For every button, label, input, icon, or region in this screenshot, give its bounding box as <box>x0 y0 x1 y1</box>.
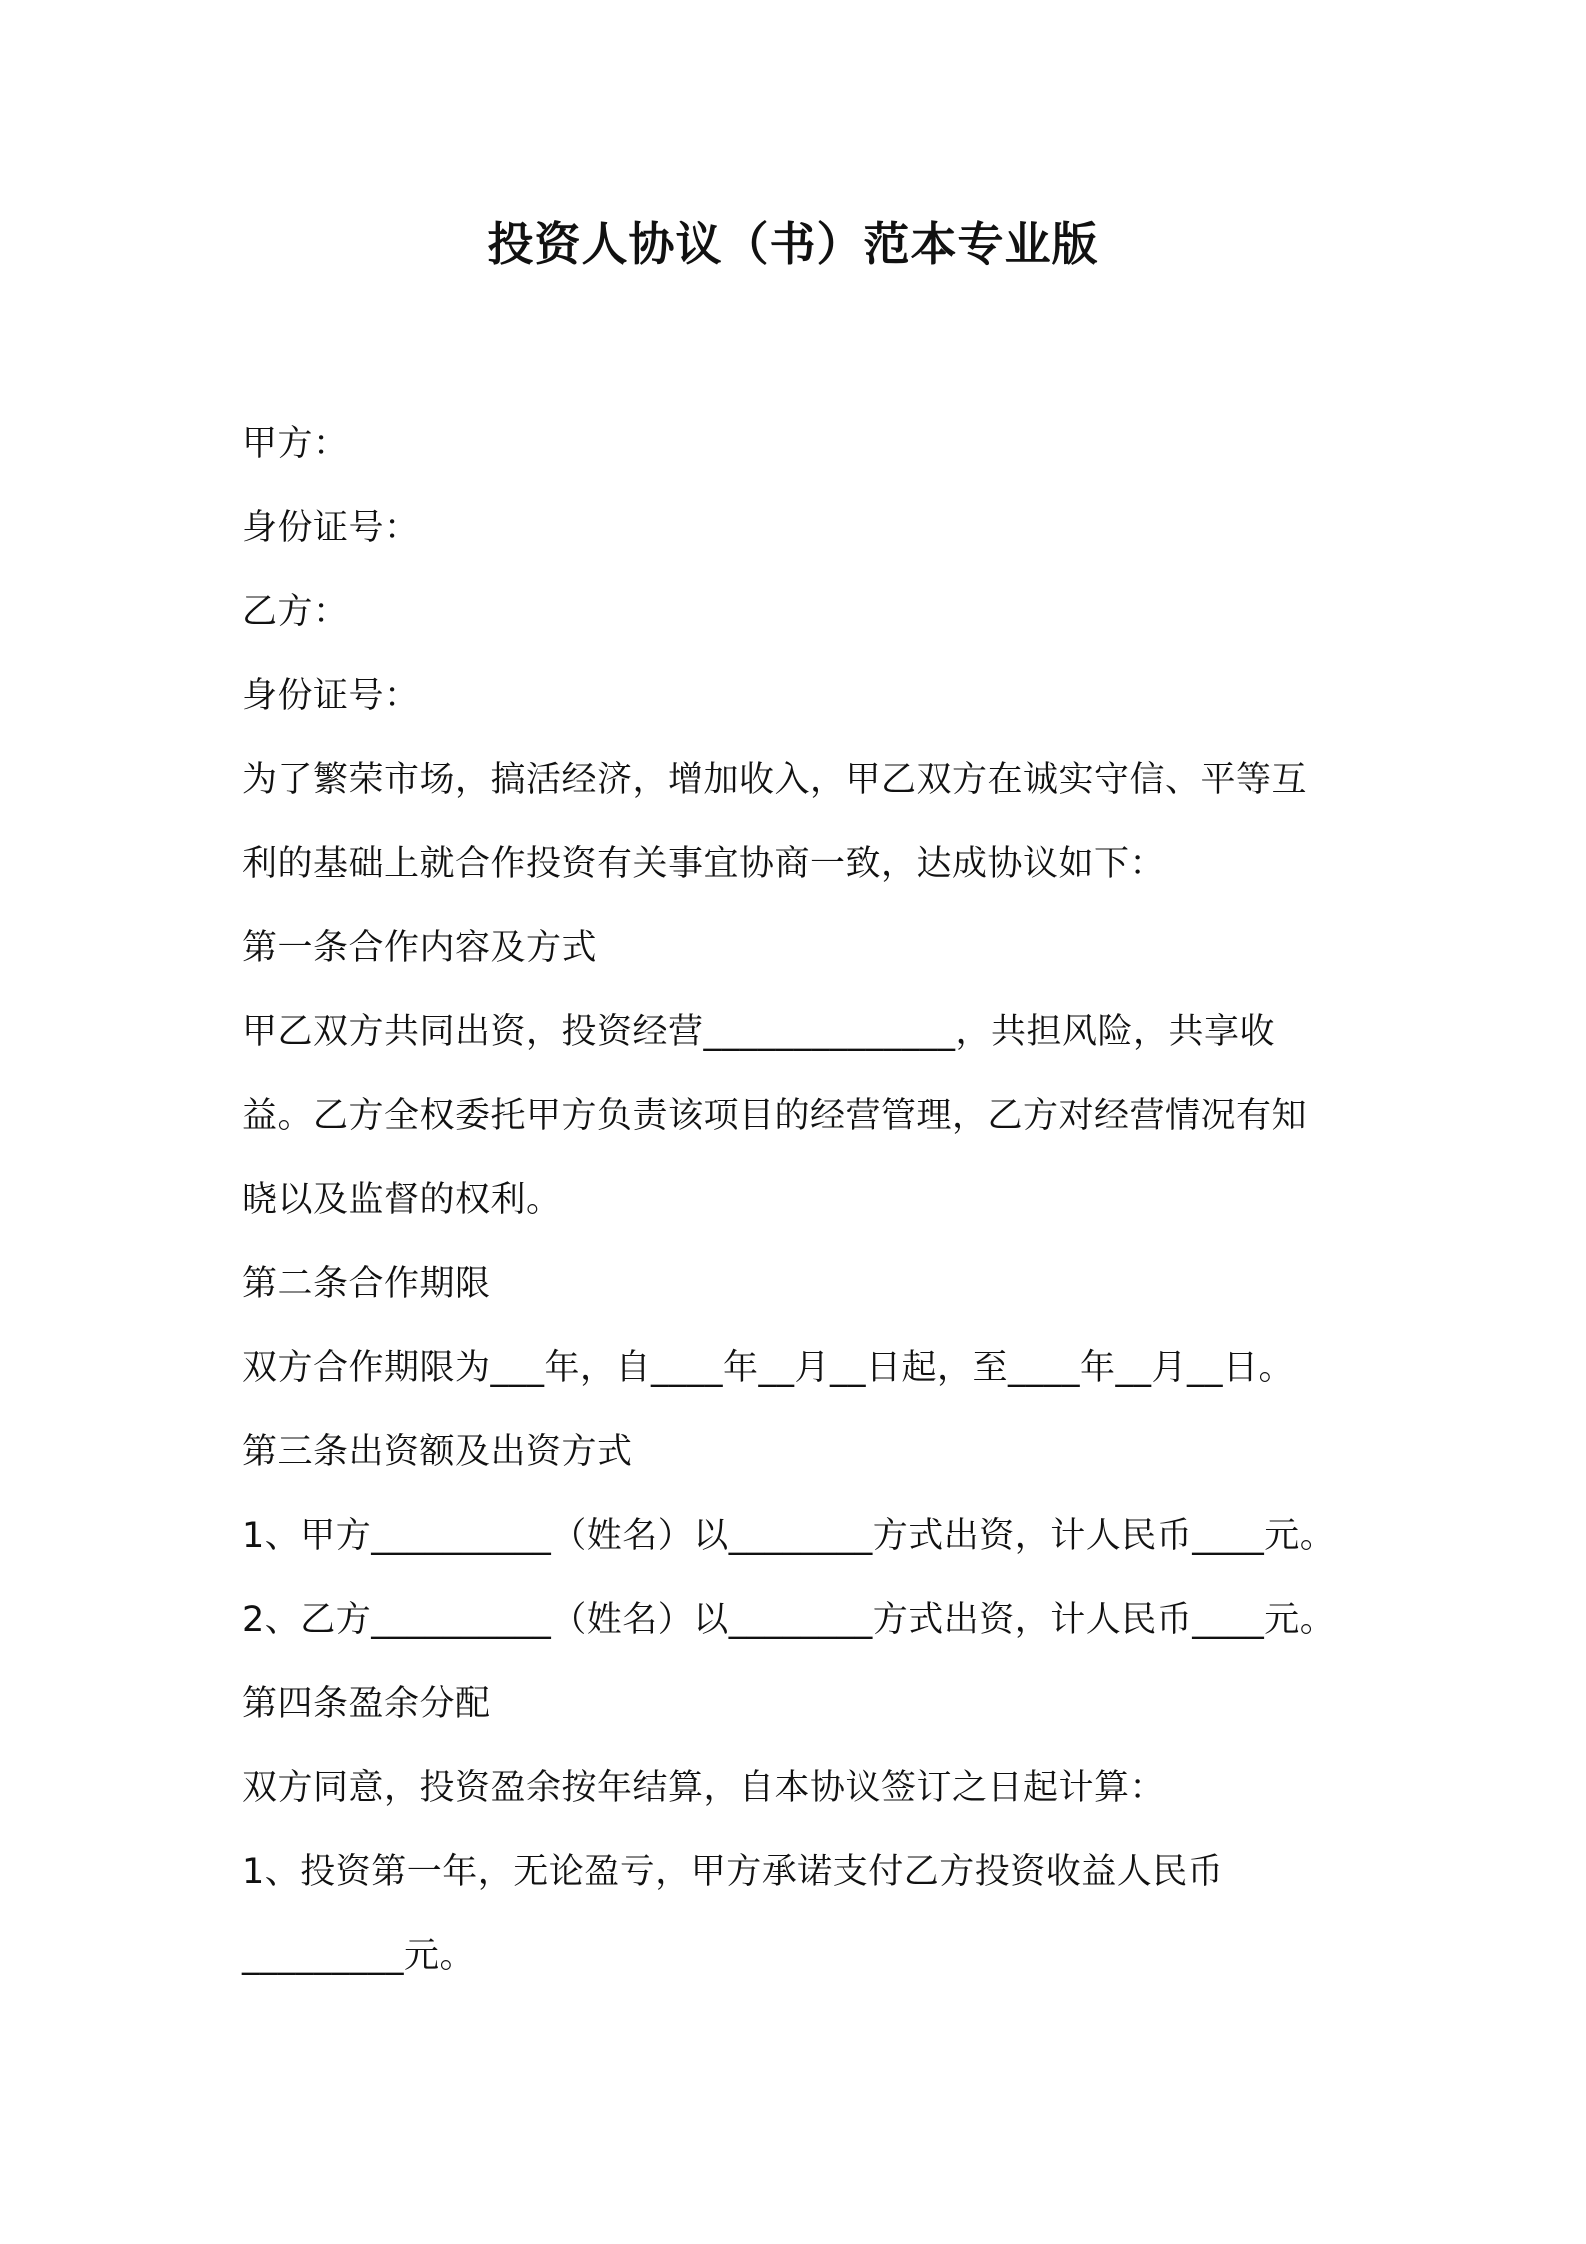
article-1-text-line-1: 甲乙双方共同出资，投资经营______________，共担风险，共享收 <box>242 1012 1276 1052</box>
article-2-text: 双方合作期限为___年，自____年__月__日起，至____年__月__日。 <box>242 1348 1295 1388</box>
article-3-heading: 第三条出资额及出资方式 <box>242 1432 633 1472</box>
document-title: 投资人协议（书）范本专业版 <box>487 217 1099 271</box>
party-a-id-label: 身份证号： <box>242 508 420 548</box>
article-1-text-line-2: 益。乙方全权委托甲方负责该项目的经营管理，乙方对经营情况有知 <box>242 1096 1308 1136</box>
article-1-heading: 第一条合作内容及方式 <box>242 928 598 968</box>
article-3-item-2: 2、乙方__________（姓名）以________方式出资，计人民币____元。 <box>242 1600 1336 1640</box>
article-2-heading: 第二条合作期限 <box>242 1264 491 1304</box>
article-4-heading: 第四条盈余分配 <box>242 1684 491 1724</box>
article-4-item-1-line-1: 1、投资第一年，无论盈亏，甲方承诺支付乙方投资收益人民币 <box>242 1852 1224 1892</box>
party-b-id-label: 身份证号： <box>242 676 420 716</box>
article-4-intro: 双方同意，投资盈余按年结算，自本协议签订之日起计算： <box>242 1768 1166 1808</box>
party-a-label: 甲方： <box>242 424 349 464</box>
preamble-line-2: 利的基础上就合作投资有关事宜协商一致，达成协议如下： <box>242 844 1166 884</box>
preamble-line-1: 为了繁荣市场，搞活经济，增加收入，甲乙双方在诚实守信、平等互 <box>242 760 1308 800</box>
document-body <box>242 402 1362 1998</box>
article-4-item-1-line-2: _________元。 <box>242 1936 476 1976</box>
party-b-label: 乙方： <box>242 592 349 632</box>
article-1-text-line-3: 晓以及监督的权利。 <box>242 1180 562 1220</box>
article-3-item-1: 1、甲方__________（姓名）以________方式出资，计人民币____元。 <box>242 1516 1336 1556</box>
